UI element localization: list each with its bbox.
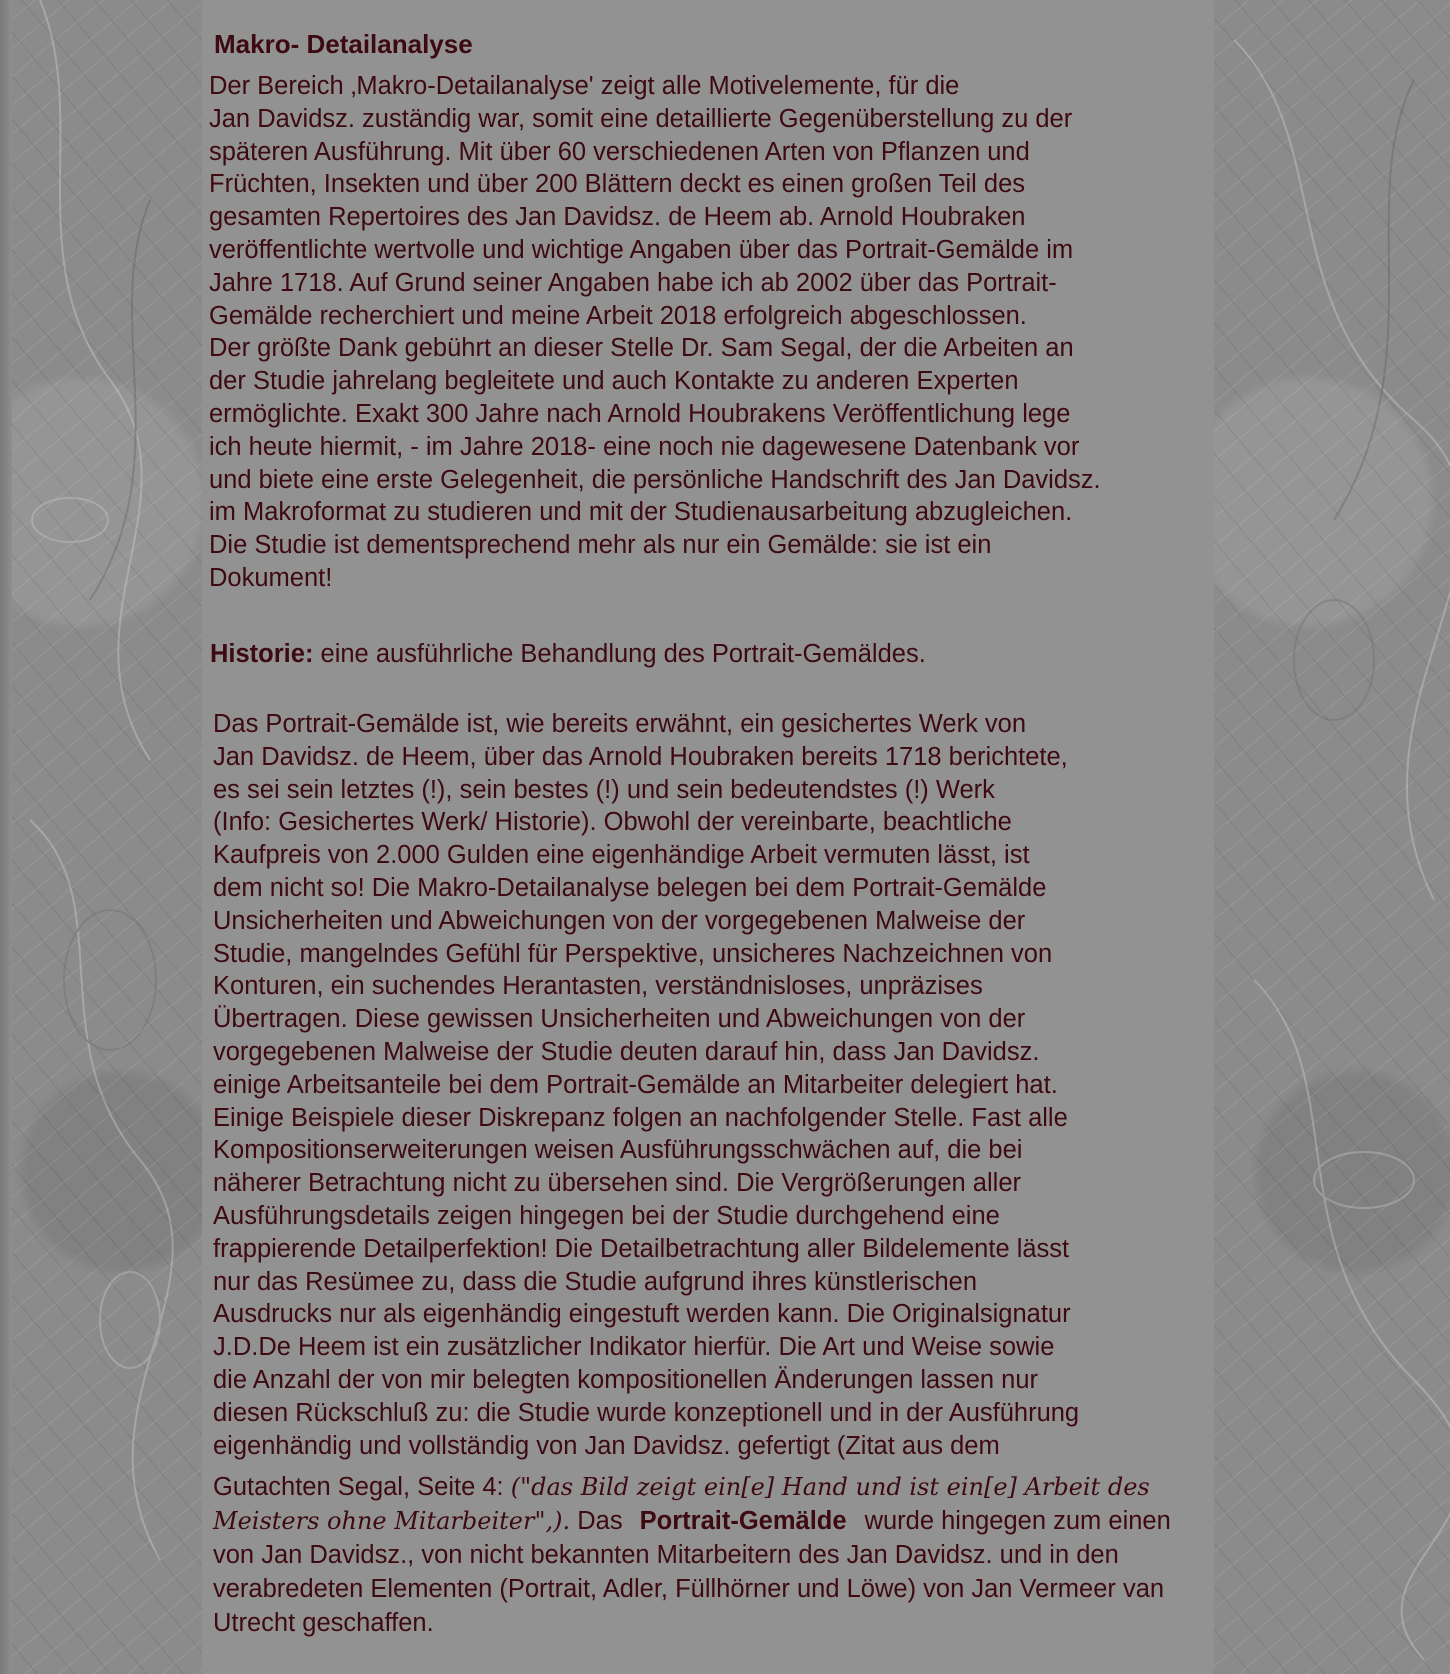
right-botanical-relief bbox=[1214, 0, 1450, 1674]
page-heading: Makro- Detailanalyse bbox=[214, 29, 473, 59]
intro-paragraph: Der Bereich ‚Makro-Detailanalyse' zeigt alle Motivelemente, für die Jan Davidsz. zuständig war, somit eine detaillierte Gegenüberstellung zu der späteren Ausführung. Mit über 60 verschiedenen Arten von Pflanzen und Früchten, Insekten und über 200 Blättern deckt es einen großen Teil des gesamten Repertoires des Jan Davidsz. de Heem ab. Arnold Houbraken veröffentlichte wertvolle und wichtige Angaben über das Portrait-Gemälde im Jahre 1718. Auf Grund seiner Angaben habe ich ab 2002 über das Portrait- Gemälde recherchiert und meine Arbeit 2018 erfolgreich abgeschlossen. Der größte Dank gebührt an dieser Stelle Dr. Sam Segal, der die Arbeiten an der Studie jahrelang begleitete und auch Kontakte zu anderen Experten ermöglichte. Exakt 300 Jahre nach Arnold Houbrakens Veröffentlichung lege ich heute hiermit, - im Jahre 2018- eine noch nie dagewesene Datenbank vor und biete eine erste Gelegenheit, die persönliche Handschrift des Jan Davidsz. im Makroformat zu studieren und mit der Studienausarbeitung abzugleichen. Die Studie ist dementsprechend mehr als nur ein Gemälde: sie ist ein Dokument! bbox=[209, 72, 1101, 592]
historie-line bbox=[210, 638, 926, 670]
closing-middle: Das bbox=[570, 1507, 630, 1535]
closing-lead: Gutachten Segal, Seite 4: bbox=[213, 1473, 511, 1501]
segal-quote: ("das Bild zeigt ein[e] Hand und ist ein[e] Arbeit des Meisters ohne Mitarbeiter",). bbox=[213, 1473, 1150, 1535]
left-botanical-relief bbox=[0, 0, 202, 1674]
main-paragraph: Das Portrait-Gemälde ist, wie bereits erwähnt, ein gesichertes Werk von Jan Davidsz. de Heem, über das Arnold Houbraken bereits 1718 berichtete, es sei sein letztes (!), sein bestes (!) und sein bedeutendstes (!) Werk (Info: Gesichertes Werk/ Historie). Obwohl der vereinbarte, beachtliche Kaufpreis von 2.000 Gulden eine eigenhändige Arbeit vermuten lässt, ist dem nicht so! Die Makro-Detailanalyse belegen bei dem Portrait-Gemälde Unsicherheiten und Abweichungen von der vorgegebenen Malweise der Studie, mangelndes Gefühl für Perspektive, unsicheres Nachzeichnen von Konturen, ein suchendes Herantasten, verständnisloses, unpräzises Übertragen. Diese gewissen Unsicherheiten und Abweichungen von der vorgegebenen Malweise der Studie deuten darauf hin, dass Jan Davidsz. einige Arbeitsanteile bei dem Portrait-Gemälde an Mitarbeiter delegiert hat. Einige Beispiele dieser Diskrepanz folgen an nachfolgender Stelle. Fast alle Kompositionserweiterungen weisen Ausführungsschwächen auf, die bei näherer Betrachtung nicht zu übersehen sind. Die Vergrößerungen aller Ausführungsdetails zeigen hingegen bei der Studie durchgehend eine frappierende Detailperfektion! Die Detailbetrachtung aller Bildelemente lässt nur das Resümee zu, dass die Studie aufgrund ihres künstlerischen Ausdrucks nur als eigenhändig eingestuft werden kann. Die Originalsignatur J.D.De Heem ist ein zusätzlicher Indikator hierfür. Die Art und Weise sowie die Anzahl der von mir belegten kompositionellen Änderungen lassen nur diesen Rückschluß zu: die Studie wurde konzeptionell und in der Ausführung eigenhändig und vollständig von Jan Davidsz. gefertigt (Zitat aus dem bbox=[213, 710, 1080, 1460]
portrait-term: Portrait-Gemälde bbox=[639, 1507, 847, 1535]
closing-paragraph bbox=[213, 1470, 1218, 1640]
closing-rest: wurde hingegen zum einen von Jan Davidsz., von nicht bekannten Mitarbeitern des Jan Davidsz. und in den verabredeten Elementen (Portrait, Adler, Füllhörner und Löwe) von Jan Vermeer van Utrecht geschaffen. bbox=[213, 1507, 1171, 1637]
historie-text: eine ausführliche Behandlung des Portrait-Gemäldes. bbox=[313, 640, 926, 668]
left-decorative-panel bbox=[0, 0, 202, 1674]
historie-label: Historie: bbox=[210, 640, 314, 668]
right-decorative-panel bbox=[1214, 0, 1450, 1674]
